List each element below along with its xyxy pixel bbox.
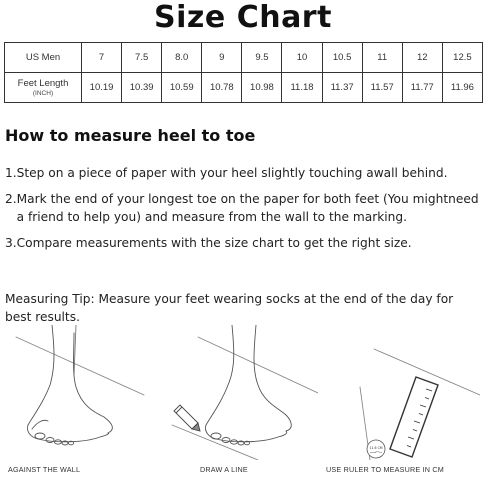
table-cell: 10.78 <box>202 73 242 103</box>
step-number: 2. <box>5 192 17 206</box>
table-cell: 11.18 <box>282 73 322 103</box>
ruler-icon <box>390 377 438 457</box>
table-cell: 7.5 <box>122 43 162 73</box>
table-cell: 12 <box>402 43 442 73</box>
step-number: 1. <box>5 166 17 180</box>
table-cell: 9.5 <box>242 43 282 73</box>
table-row-feet-length <box>5 73 483 103</box>
section-heading: How to measure heel to toe <box>5 126 256 145</box>
table-cell: 10.39 <box>122 73 162 103</box>
step-text: Step on a piece of paper with your heel slightly touching awall behind. <box>16 166 448 180</box>
table-cell: 11.96 <box>442 73 482 103</box>
foot-against-wall-illustration <box>4 325 154 460</box>
step-number: 3. <box>5 236 17 250</box>
measuring-tip: Measuring Tip: Measure your feet wearing socks at the end of the day for best results. <box>5 292 454 324</box>
step-text: Mark the end of your longest toe on the paper for both feet (You mightneed a friend to help you) and measure from the wall to the marking. <box>16 192 479 224</box>
list-item <box>5 190 483 226</box>
table-cell: 11 <box>362 43 402 73</box>
page-title: Size Chart <box>154 0 332 35</box>
ruler-readout: 11.6 CM <box>369 446 383 450</box>
table-cell: 10 <box>282 43 322 73</box>
table-cell: 7 <box>82 43 122 73</box>
table-cell: 11.37 <box>322 73 362 103</box>
table-cell: 10.59 <box>162 73 202 103</box>
table-cell: 12.5 <box>442 43 482 73</box>
instructions-list <box>5 164 483 260</box>
caption-draw-line: DRAW A LINE <box>200 465 248 474</box>
row-header-us-men: US Men <box>5 43 82 73</box>
row-header-unit: (INCH) <box>32 90 54 97</box>
table-cell: 8.0 <box>162 43 202 73</box>
ruler-illustration <box>330 325 480 460</box>
draw-line-illustration <box>168 325 318 460</box>
table-cell: 10.19 <box>82 73 122 103</box>
step-text: Compare measurements with the size chart to get the right size. <box>16 236 412 250</box>
caption-against-wall: AGAINST THE WALL <box>8 465 81 474</box>
caption-use-ruler: USE RULER TO MEASURE IN CM <box>326 465 444 474</box>
table-cell: 11.77 <box>402 73 442 103</box>
list-item <box>5 164 483 182</box>
table-row-us-men <box>5 43 483 73</box>
table-cell: 10.98 <box>242 73 282 103</box>
table-cell: 10.5 <box>322 43 362 73</box>
table-cell: 9 <box>202 43 242 73</box>
list-item <box>5 234 483 252</box>
size-table <box>4 42 483 103</box>
table-cell: 11.57 <box>362 73 402 103</box>
row-header-label: Feet Length <box>17 78 69 89</box>
row-header-feet-length <box>5 73 82 103</box>
